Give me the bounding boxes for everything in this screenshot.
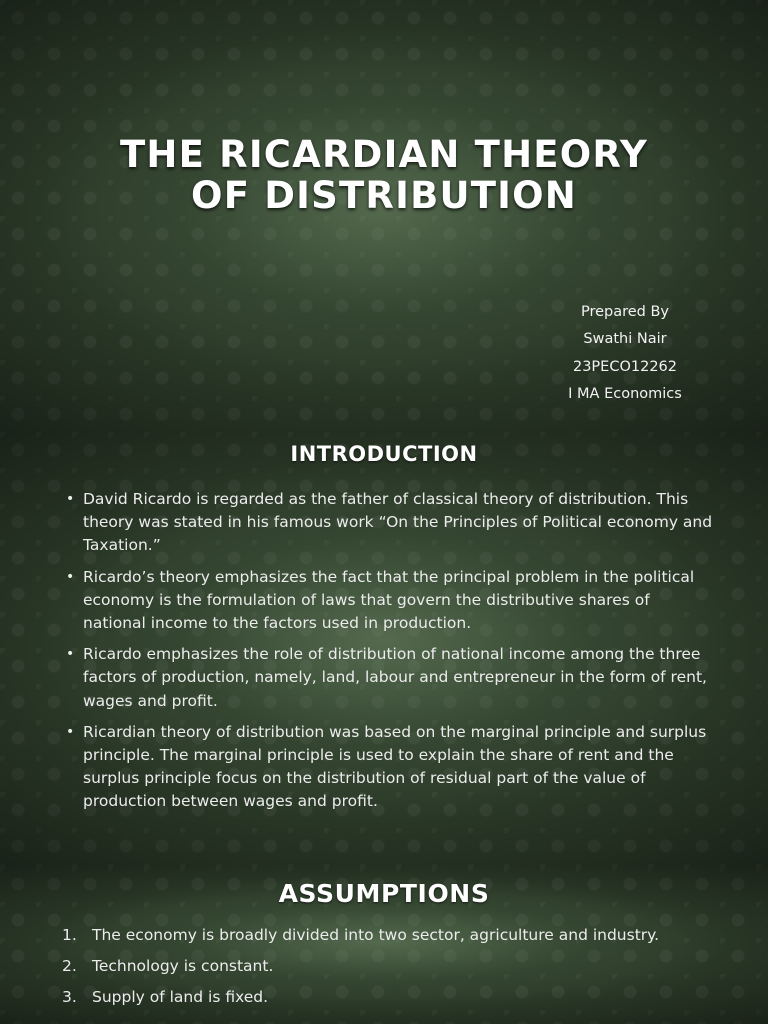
author-byline	[540, 299, 710, 408]
item-number: 3.	[62, 988, 77, 1006]
list-item	[66, 643, 716, 713]
introduction-heading: INTRODUCTION	[290, 442, 478, 466]
list-item	[66, 566, 716, 636]
bullet-icon: •	[66, 723, 75, 740]
title-line-2: OF DISTRIBUTION	[191, 174, 577, 217]
introduction-bullet-list	[66, 488, 716, 822]
assumptions-slide	[0, 866, 768, 1024]
list-item	[62, 986, 722, 1009]
bullet-text: Ricardo emphasizes the role of distribution of national income among the three factors of production, namely, land, labour and entrepreneur in the form of rent, wages and profit.	[83, 645, 707, 710]
list-item	[62, 924, 722, 947]
item-text: Supply of land is fixed.	[92, 988, 269, 1006]
bullet-icon: •	[66, 491, 75, 507]
bullet-text: David Ricardo is regarded as the father of classical theory of distribution. This theory was stated in his famous work “On the Principles of Political economy and Taxation.”	[83, 490, 713, 555]
byline-course: I MA Economics	[568, 385, 682, 402]
title-line-1: THE RICARDIAN THEORY	[119, 133, 649, 176]
assumptions-heading: ASSUMPTIONS	[278, 879, 490, 908]
presentation-title	[0, 134, 768, 216]
introduction-slide	[0, 432, 768, 866]
list-item	[66, 488, 716, 558]
bullet-text: Ricardian theory of distribution was based on the marginal principle and surplus principle. The marginal principle is used to explain the share of rent and the surplus principle focus on the distribution of residual part of the value of production between wages and profit.	[83, 722, 707, 811]
assumptions-numbered-list	[62, 924, 722, 1017]
title-slide	[0, 0, 768, 432]
list-item	[66, 721, 716, 814]
bullet-icon: •	[66, 568, 75, 585]
item-text: Technology is constant.	[92, 957, 274, 975]
byline-author-name: Swathi Nair	[583, 331, 667, 348]
item-text: The economy is broadly divided into two sector, agriculture and industry.	[92, 926, 660, 944]
item-number: 1.	[62, 926, 77, 944]
bullet-icon: •	[66, 646, 75, 663]
byline-prepared-by: Prepared By	[580, 304, 670, 320]
bullet-text: Ricardo’s theory emphasizes the fact that the principal problem in the political economy is the formulation of laws that govern the distributive shares of national income to the factors used in production.	[83, 567, 695, 633]
list-item	[62, 955, 722, 978]
item-number: 2.	[62, 957, 77, 975]
byline-register-number: 23PECO12262	[572, 358, 678, 375]
